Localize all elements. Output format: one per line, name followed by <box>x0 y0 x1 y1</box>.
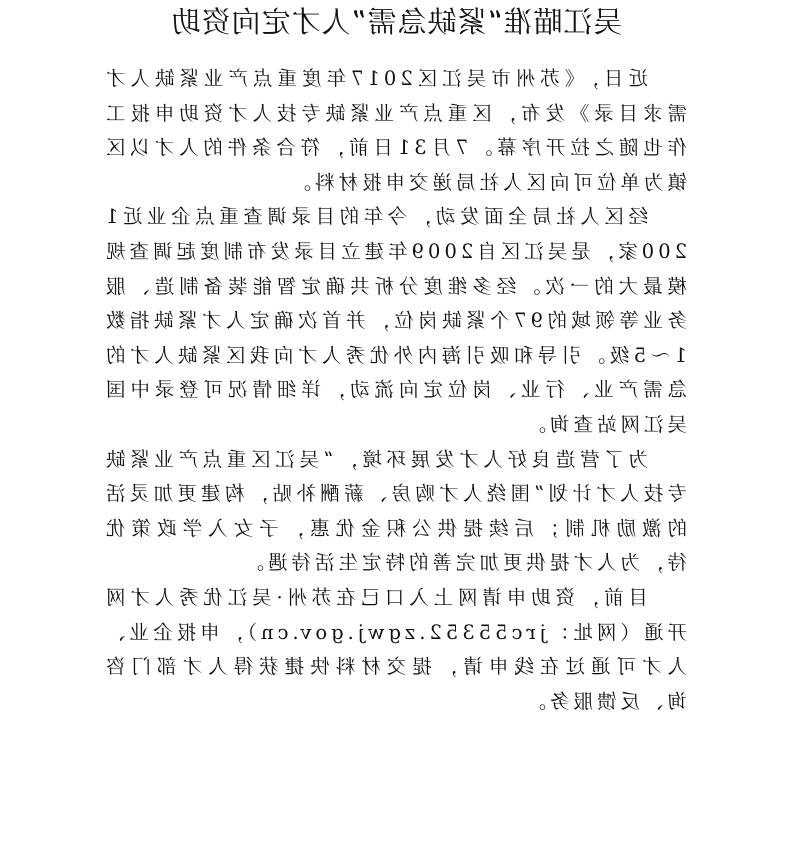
paragraph: 经区人社局全面发动，今年的目录调查重点企业近1200家，是吴江区自2009年建立目录发布制度起调查规模最大的一次。经多维度分析共确定智能装备制造、服务业等领域的97个紧缺岗位，并首次确定人才紧缺指数1～5级。引导和吸引海内外优秀人才向我区紧缺人才的急需产业、行业、岗位定向流动，详细情况可登录中国吴江网站查询。 <box>102 205 687 436</box>
paragraph: 近日，《苏州市吴江区2017年度重点产业紧缺人才需求目录》发布，区重点产业紧缺专技人才资助申报工作也随之拉开序幕。7月31日前，符合条件的人才以区镇为单位可向区人社局递交申报材料。 <box>102 67 687 194</box>
paragraph: 为了营造良好人才发展环境，“吴江区重点产业紧缺专技人才计划”围绕人才购房、薪酬补贴，构建更加灵活的激励机制；后续提供公积金优惠，子女入学政策优待，为人才提供更加完善的特定生活待遇。 <box>102 447 687 575</box>
article-title: 吴江瞄准“紧缺急需”人才定向资助 <box>170 5 623 39</box>
paragraph: 目前，资助申请网上入口已在苏州·吴江优秀人才网开通（网址：jrc55352.zgwj.gov.cn），申报企业、人才可通过在线申请，提交材料快捷获得人才部门咨询、反馈服务。 <box>102 585 687 713</box>
article-body <box>102 62 687 719</box>
